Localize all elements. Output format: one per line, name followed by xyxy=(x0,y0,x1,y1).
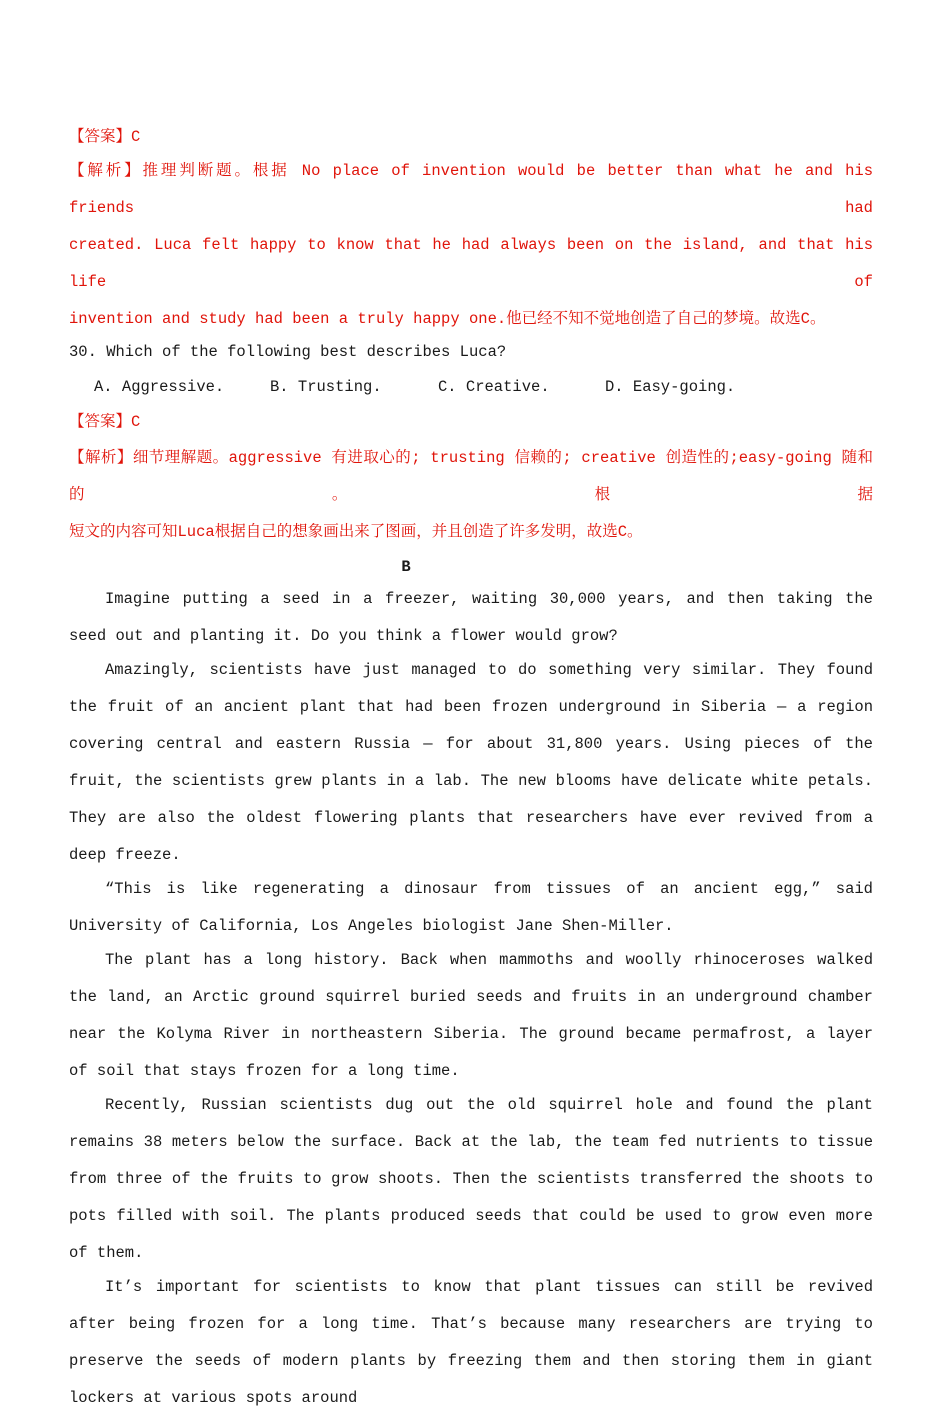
passage-paragraph: It’s important for scientists to know that plant tissues can still be revived after being frozen for a long time. That’s because many researchers are trying to preserve the seeds of modern plants by freezing them and then storing them in giant lockers at various spots around xyxy=(69,1278,873,1407)
passage-paragraph: Recently, Russian scientists dug out the old squirrel hole and found the plant remains 38 meters below the surface. Back at the lab, the team fed nutrients to tissue from three of the fruits to grow shoots. Then the scientists transferred the shoots to pots filled with soil. The plants produced seeds that could be used to grow even more of them. xyxy=(69,1096,873,1262)
analysis-label: 【解析】 xyxy=(69,161,143,179)
answer-line-30 xyxy=(69,404,873,439)
passage-paragraph: “This is like regenerating a dinosaur from tissues of an ancient egg,” said University of California, Los Angeles biologist Jane Shen-Miller. xyxy=(69,880,873,935)
analysis-line: 【解析】推理判断题。根据 No place of invention would be better than what he and his friends had xyxy=(69,161,873,217)
analysis-29 xyxy=(69,152,873,338)
analysis-line: 【解析】细节理解题。aggressive 有进取心的; trusting 信赖的; creative 创造性的;easy-going 随和的。根据 xyxy=(69,448,873,504)
options-30 xyxy=(69,371,873,404)
analysis-line: created. Luca felt happy to know that he had always been on the island, and that his life of xyxy=(69,236,873,291)
answer-label: 【答案】 xyxy=(69,412,132,430)
question-30: 30. Which of the following best describes Luca? xyxy=(69,343,507,361)
passage-paragraph: Amazingly, scientists have just managed to do something very similar. They found the fruit of an ancient plant that had been frozen underground in Siberia — a region covering central and eastern Russia — for about 31,800 years. Using pieces of the fruit, the scientists grew plants in a lab. The new blooms have delicate white petals. They are also the oldest flowering plants that researchers have ever revived from a deep freeze. xyxy=(69,661,873,864)
option-a: A. Aggressive. xyxy=(94,378,225,396)
passage-paragraph: Imagine putting a seed in a freezer, waiting 30,000 years, and then taking the seed out and planting it. Do you think a flower would grow? xyxy=(69,590,873,645)
option-b: B. Trusting. xyxy=(270,378,382,396)
passage-paragraph: The plant has a long history. Back when mammoths and woolly rhinoceroses walked the land, an Arctic ground squirrel buried seeds and fruits in an underground chamber near the Kolyma River in northeastern Siberia. The ground became permafrost, a layer of soil that stays frozen for a long time. xyxy=(69,951,873,1080)
answer-value: C xyxy=(131,128,141,146)
option-d: D. Easy-going. xyxy=(605,378,736,396)
answer-line-29 xyxy=(69,118,873,156)
analysis-label: 【解析】 xyxy=(69,448,133,466)
answer-value: C xyxy=(131,413,141,431)
option-c: C. Creative. xyxy=(438,378,550,396)
document-page xyxy=(69,118,873,1417)
section-heading: B xyxy=(401,558,411,576)
analysis-line: 短文的内容可知Luca根据自己的想象画出来了图画，并且创造了许多发明，故选C。 xyxy=(69,523,643,541)
analysis-30 xyxy=(69,439,873,551)
analysis-line: invention and study had been a truly happy one.他已经不知不觉地创造了自己的梦境。故选C。 xyxy=(69,310,826,328)
answer-label: 【答案】 xyxy=(69,127,132,145)
